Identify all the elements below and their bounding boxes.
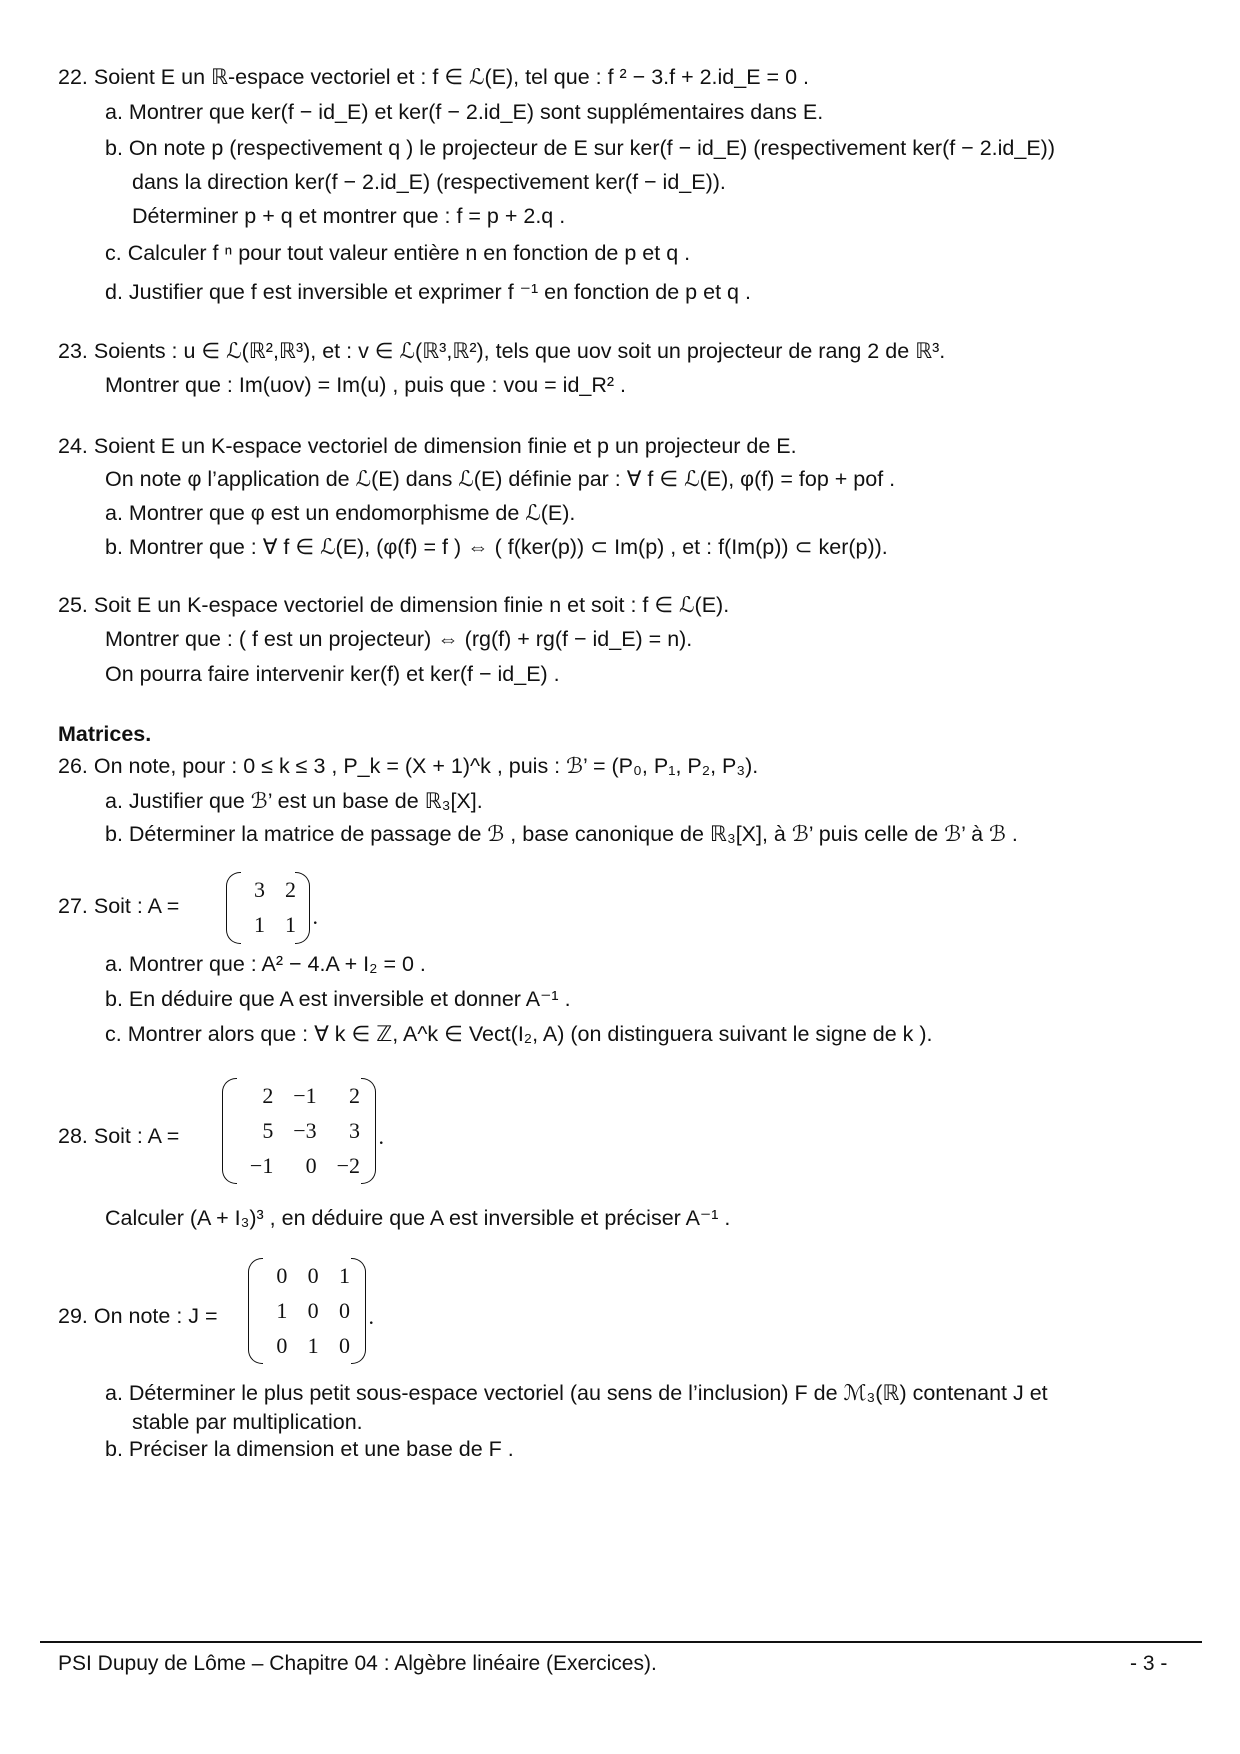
exercise-line: b. On note p (respectivement q ) le projecteur de E sur ker(f − id_E) (respectivement ker(f − 2.id_E)) — [105, 136, 1055, 160]
exercise-line: a. Montrer que : A² − 4.A + I₂ = 0 . — [105, 952, 426, 976]
exercise-line: 26. On note, pour : 0 ≤ k ≤ 3 , P_k = (X + 1)^k , puis : ℬ’ = (P₀, P₁, P₂, P₃). — [58, 754, 759, 778]
section-heading: Matrices. — [58, 722, 152, 746]
exercise-line: 24. Soient E un K-espace vectoriel de dimension finie et p un projecteur de E. — [58, 434, 797, 458]
exercise-line: 25. Soit E un K-espace vectoriel de dimension finie n et soit : f ∈ ℒ(E). — [58, 593, 730, 617]
matrix-suffix: . — [368, 1304, 374, 1329]
matrix-cell: 1 — [254, 911, 265, 937]
exercise-line: 28. Soit : A = — [58, 1124, 180, 1148]
footer-rule — [40, 1641, 1202, 1643]
footer-page-number: - 3 - — [1130, 1652, 1168, 1675]
exercise-line: a. Justifier que ℬ’ est un base de ℝ₃[X]. — [105, 789, 483, 813]
matrix-suffix: . — [312, 904, 318, 929]
exercise-line: 22. Soient E un ℝ-espace vectoriel et : f ∈ ℒ(E), tel que : f ² − 3.f + 2.id_E = 0 . — [58, 65, 809, 89]
matrix-cell: 2 — [285, 876, 296, 902]
matrix-cell: 1 — [285, 911, 296, 937]
exercise-line: Montrer que : Im(uov) = Im(u) , puis que : vou = id_R² . — [105, 373, 626, 397]
left-paren-icon — [248, 1258, 263, 1364]
exercise-line: c. Montrer alors que : ∀ k ∈ ℤ, A^k ∈ Vect(I₂, A) (on distinguera suivant le signe de k ). — [105, 1022, 933, 1046]
left-paren-icon — [222, 1078, 237, 1184]
matrix-cell: 0 — [339, 1297, 350, 1323]
matrix-28 — [222, 1078, 384, 1184]
exercise-line: On note φ l’application de ℒ(E) dans ℒ(E) définie par : ∀ f ∈ ℒ(E), φ(f) = fop + pof . — [105, 467, 896, 491]
matrix-cell: −1 — [249, 1152, 274, 1178]
exercise-line: b. Préciser la dimension et une base de F . — [105, 1437, 514, 1461]
matrix-cell: 0 — [307, 1297, 319, 1323]
exercise-line: b. En déduire que A est inversible et donner A⁻¹ . — [105, 987, 571, 1011]
matrix-cell: 0 — [307, 1262, 319, 1288]
exercise-line: b. Déterminer la matrice de passage de ℬ , base canonique de ℝ₃[X], à ℬ’ puis celle de ℬ’ à ℬ . — [105, 822, 1018, 846]
matrix-cell: −2 — [336, 1152, 360, 1178]
left-paren-icon — [226, 872, 241, 944]
right-paren-icon — [351, 1258, 366, 1364]
matrix-27 — [226, 872, 318, 944]
exercise-line: Montrer que : ( f est un projecteur) ⇔ (rg(f) + rg(f − id_E) = n). — [105, 627, 693, 651]
matrix-29-table — [262, 1258, 356, 1363]
exercise-line: a. Montrer que φ est un endomorphisme de ℒ(E). — [105, 501, 576, 525]
matrix-cell: 0 — [276, 1262, 288, 1288]
exercise-line: a. Déterminer le plus petit sous-espace vectoriel (au sens de l’inclusion) F de ℳ₃(ℝ) contenant J et — [105, 1381, 1048, 1405]
exercise-line: 27. Soit : A = — [58, 894, 180, 918]
matrix-cell: 0 — [339, 1332, 350, 1358]
matrix-cell: −3 — [293, 1117, 317, 1143]
exercise-line: Déterminer p + q et montrer que : f = p + 2.q . — [132, 204, 566, 228]
matrix-27-table — [240, 872, 302, 942]
matrix-cell: 2 — [349, 1082, 360, 1108]
exercise-line: d. Justifier que f est inversible et exprimer f ⁻¹ en fonction de p et q . — [105, 280, 751, 304]
matrix-cell: 1 — [276, 1297, 288, 1323]
exercise-line: a. Montrer que ker(f − id_E) et ker(f − 2.id_E) sont supplémentaires dans E. — [105, 100, 824, 124]
matrix-cell: 5 — [262, 1117, 274, 1143]
exercise-line: b. Montrer que : ∀ f ∈ ℒ(E), (φ(f) = f ) ⇔ ( f(ker(p)) ⊂ Im(p) , et : f(Im(p)) ⊂ ker(p)). — [105, 535, 888, 559]
matrix-suffix: . — [378, 1124, 384, 1149]
right-paren-icon — [361, 1078, 376, 1184]
exercise-line: c. Calculer f ⁿ pour tout valeur entière n en fonction de p et q . — [105, 241, 691, 265]
exercise-line: stable par multiplication. — [132, 1410, 363, 1434]
matrix-29 — [248, 1258, 374, 1364]
matrix-cell: 3 — [349, 1117, 360, 1143]
matrix-cell: 1 — [339, 1262, 350, 1288]
matrix-cell: 1 — [307, 1332, 319, 1358]
matrix-cell: 3 — [254, 876, 265, 902]
exercise-line: Calculer (A + I₃)³ , en déduire que A est inversible et préciser A⁻¹ . — [105, 1206, 731, 1230]
matrix-28-table — [236, 1078, 366, 1183]
exercise-line: 29. On note : J = — [58, 1304, 218, 1328]
matrix-cell: 2 — [262, 1082, 274, 1108]
exercise-line: On pourra faire intervenir ker(f) et ker(f − id_E) . — [105, 662, 560, 686]
matrix-cell: −1 — [293, 1082, 317, 1108]
matrix-cell: 0 — [305, 1152, 317, 1178]
matrix-cell: 0 — [276, 1332, 288, 1358]
exercise-line: dans la direction ker(f − 2.id_E) (respectivement ker(f − id_E)). — [132, 170, 726, 194]
footer-left: PSI Dupuy de Lôme – Chapitre 04 : Algèbre linéaire (Exercices). — [58, 1652, 657, 1675]
right-paren-icon — [295, 872, 310, 944]
exercise-line: 23. Soients : u ∈ ℒ(ℝ²,ℝ³), et : v ∈ ℒ(ℝ³,ℝ²), tels que uov soit un projecteur de rang 2 de ℝ³. — [58, 339, 946, 363]
